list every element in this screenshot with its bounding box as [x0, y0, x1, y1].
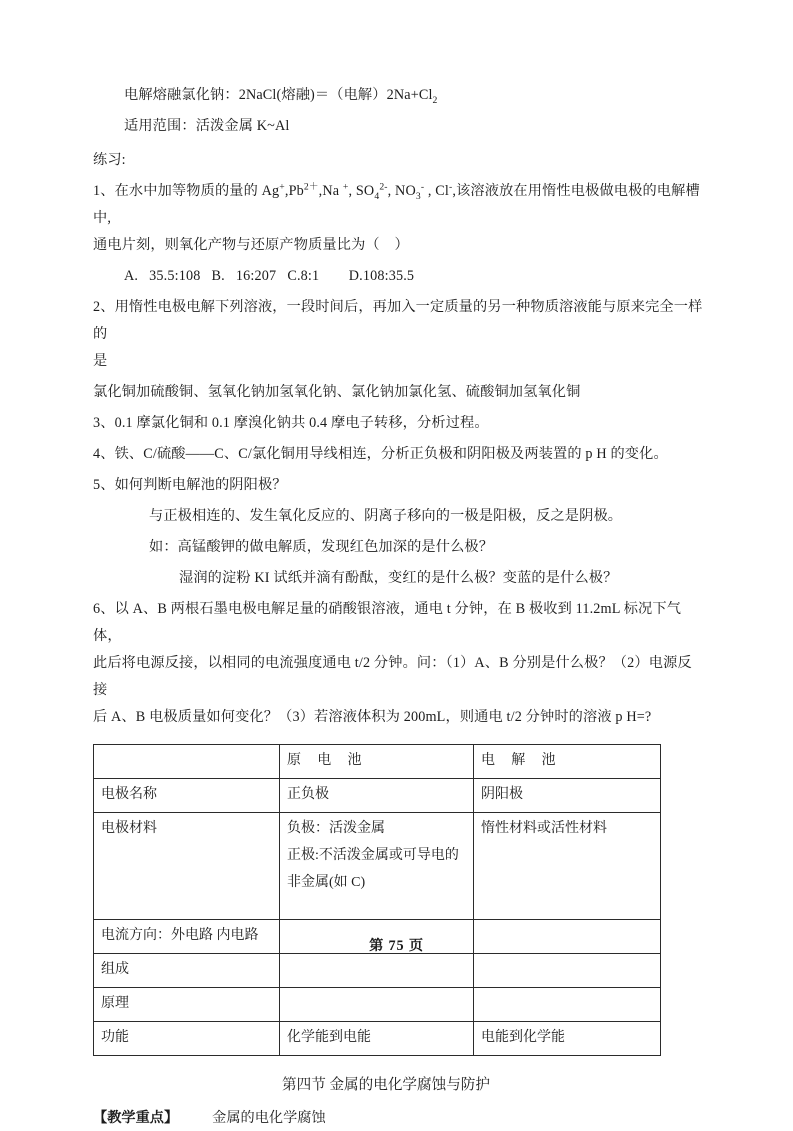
teaching-focus-label: 【教学重点】 — [93, 1110, 179, 1126]
table-header-blank — [94, 745, 280, 779]
row-label-electrode-name: 电极名称 — [94, 779, 280, 813]
q1-text-g: ,该溶液放在用惰性电极做电极的电解槽中, — [93, 183, 700, 226]
row-label-electrode-material: 电极材料 — [94, 813, 280, 920]
q1-sub-4: 4 — [374, 190, 380, 202]
row-label-principle: 原理 — [94, 988, 280, 1022]
q1-text-e: , NO — [387, 183, 416, 199]
material-line-1: 负极：活泼金属 — [287, 821, 385, 836]
q1-text-c: ,Na — [318, 183, 343, 199]
question-5-line-3: 如：高锰酸钾的做电解质，发现红色加深的是什么极？ — [149, 539, 494, 555]
teaching-focus-text: 金属的电化学腐蚀 — [212, 1110, 326, 1126]
page-content — [93, 82, 705, 1131]
table-row — [94, 988, 661, 1022]
question-3: 3、0.1 摩氯化铜和 0.1 摩溴化钠共 0.4 摩电子转移，分析过程。 — [93, 415, 489, 431]
cell-electrolytic-electrode-material: 惰性材料或活性材料 — [474, 813, 661, 920]
electrolysis-equation-line — [93, 82, 705, 109]
question-1-line-1 — [93, 178, 705, 232]
table-row — [94, 813, 661, 920]
q1-sub-5: 3 — [415, 190, 421, 202]
electrolysis-equation-subscript: 2 — [432, 94, 438, 106]
q1-sup-2: 2＋ — [303, 181, 319, 193]
question-1-line-2: 通电片刻，则氧化产物与还原产物质量比为（ ） — [93, 237, 409, 253]
table-row — [94, 779, 661, 813]
q1-sup-3: + — [342, 181, 349, 193]
cell-galvanic-principle — [280, 988, 474, 1022]
q1-text-b: ,Pb — [284, 183, 304, 199]
teaching-focus-line — [93, 1105, 705, 1131]
cell-galvanic-function: 化学能到电能 — [280, 1022, 474, 1056]
table-row — [94, 954, 661, 988]
row-label-current-direction: 电流方向：外电路 内电路 — [94, 920, 280, 954]
table-row — [94, 1022, 661, 1056]
q1-sup-1: + — [279, 181, 285, 193]
question-6-line-3: 后 A、B 电极质量如何变化？（3）若溶液体积为 200mL，则通电 t/2 分钟时的溶液 p H=? — [93, 709, 652, 725]
row-label-composition: 组成 — [94, 954, 280, 988]
question-5-line-4: 湿润的淀粉 KI 试纸并滴有酚酞，变红的是什么极？变蓝的是什么极？ — [179, 570, 618, 586]
cell-electrolytic-composition — [474, 954, 661, 988]
question-2-line-1: 2、用惰性电极电解下列溶液，一段时间后，再加入一定质量的另一种物质溶液能与原来完全一样的 — [93, 299, 703, 342]
question-6-line-1: 6、以 A、B 两根石墨电极电解足量的硝酸银溶液，通电 t 分钟，在 B 极收到 11.2mL 标况下气体， — [93, 601, 682, 644]
cell-electrolytic-electrode-name: 阴阳极 — [474, 779, 661, 813]
material-line-2: 正极:不活泼金属或可导电的 — [287, 848, 459, 863]
question-4: 4、铁、C/硫酸——C、C/氯化铜用导线相连，分析正负极和阴阳极及两装置的 p H 的变化。 — [93, 446, 668, 462]
material-line-3: 非金属(如 C) — [287, 875, 366, 890]
question-2-line-2: 是 — [93, 353, 108, 369]
comparison-table — [93, 744, 661, 1056]
question-6-line-2: 此后将电源反接，以相同的电流强度通电 t/2 分钟。问：（1）A、B 分别是什么极？（2）电源反接 — [93, 655, 692, 698]
cell-galvanic-composition — [280, 954, 474, 988]
exercises-label: 练习: — [93, 152, 126, 168]
q1-sup-5: - — [420, 181, 425, 193]
cell-galvanic-electrode-name: 正负极 — [280, 779, 474, 813]
row-label-function: 功能 — [94, 1022, 280, 1056]
electrolysis-equation-text: 电解熔融氯化钠：2NaCl(熔融)＝（电解）2Na+Cl — [124, 87, 433, 103]
question-1-options: A. 35.5:108 B. 16:207 C.8:1 D.108:35.5 — [124, 268, 415, 284]
q1-sup-4: 2- — [379, 181, 388, 193]
table-header-electrolytic: 电 解 池 — [474, 745, 661, 779]
q1-text-a: 1、在水中加等物质的量的 Ag — [93, 183, 280, 199]
q1-text-f: , Cl — [424, 183, 449, 199]
table-header-galvanic: 原 电 池 — [280, 745, 474, 779]
cell-galvanic-electrode-material — [280, 813, 474, 920]
cell-electrolytic-principle — [474, 988, 661, 1022]
table-header-row — [94, 745, 661, 779]
question-5-line-1: 5、如何判断电解池的阴阳极？ — [93, 477, 287, 493]
scope-line: 适用范围：活泼金属 K~Al — [124, 118, 290, 134]
q1-sup-6: - — [449, 181, 453, 193]
section-title: 第四节 金属的电化学腐蚀与防护 — [282, 1077, 490, 1093]
question-2-line-3: 氯化铜加硫酸铜、氢氧化钠加氢氧化钠、氯化钠加氯化氢、硫酸铜加氢氧化铜 — [93, 384, 581, 400]
page-number: 第 75 页 — [369, 938, 424, 954]
question-5-line-2: 与正极相连的、发生氧化反应的、阴离子移向的一极是阳极，反之是阴极。 — [149, 508, 623, 524]
q1-text-d: , SO — [348, 183, 375, 199]
cell-electrolytic-function: 电能到化学能 — [474, 1022, 661, 1056]
